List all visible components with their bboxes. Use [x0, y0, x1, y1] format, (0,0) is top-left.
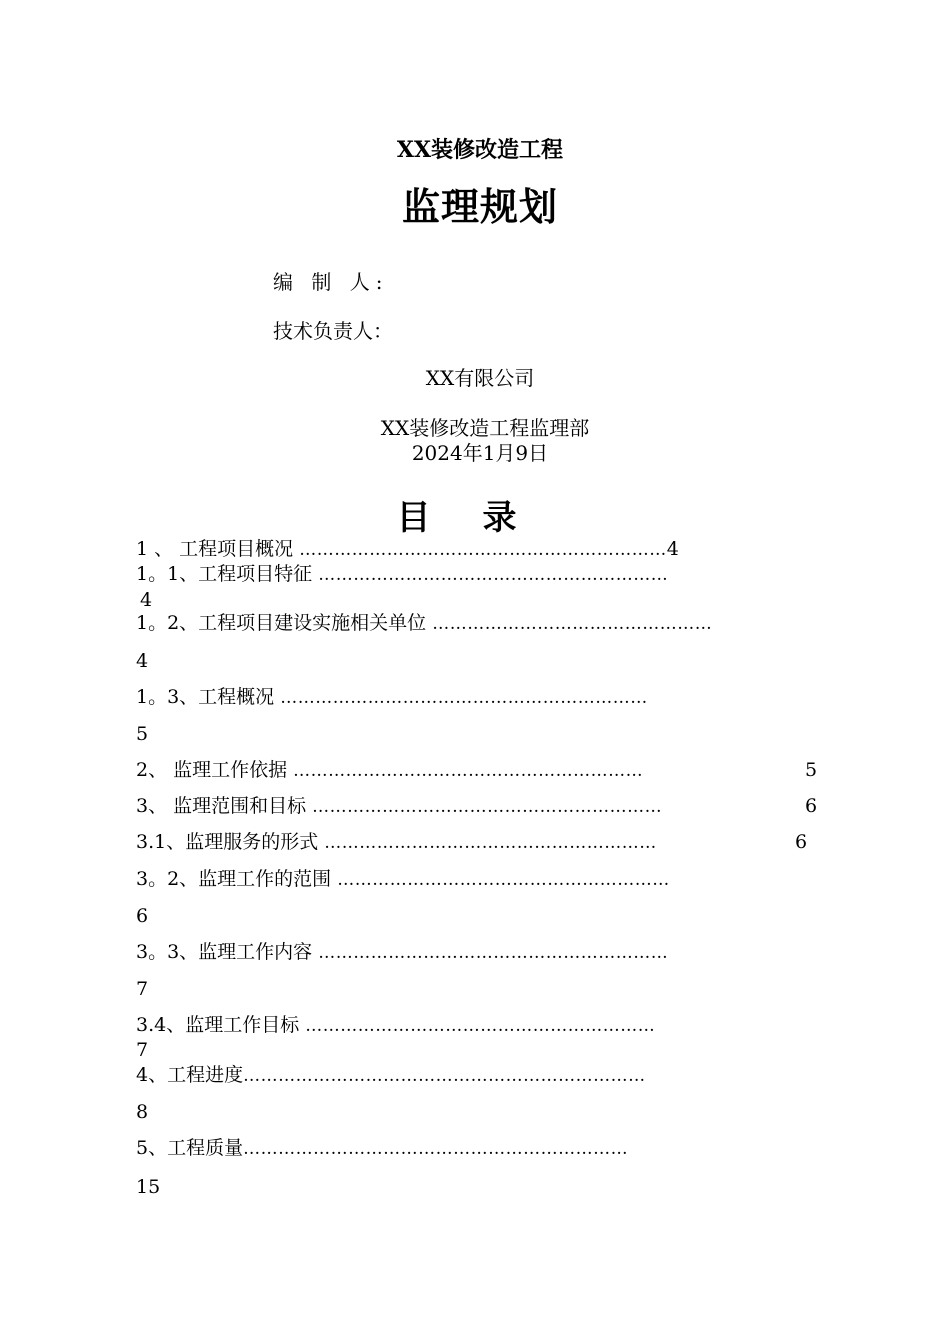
document-subtitle: XX装修改造工程 [396, 137, 564, 163]
toc-item-label: 3.4、监理工作目标 [136, 1014, 306, 1036]
toc-item[interactable] [136, 685, 648, 710]
toc-item-page: 4 [140, 589, 153, 611]
toc-item-page: 4 [666, 538, 679, 560]
toc-leader: ………………………………………… [432, 614, 713, 634]
tech-lead-label: 技术负责人： [273, 319, 393, 343]
toc-item[interactable] [136, 940, 668, 965]
toc-leader: …………………………………………………… [305, 1016, 656, 1036]
toc-item[interactable] [136, 867, 670, 892]
toc-item-label: 3。3、监理工作内容 [136, 941, 319, 963]
toc-item[interactable] [136, 830, 657, 855]
toc-item-page: 6 [795, 831, 808, 853]
toc-item-label: 1。2、工程项目建设实施相关单位 [136, 612, 433, 634]
toc-item-label: 1。3、工程概况 [136, 686, 281, 708]
document-date: 2024年1月9日 [411, 441, 549, 465]
toc-item-label: 3.1、监理服务的形式 [136, 831, 325, 853]
toc-item[interactable] [136, 562, 668, 587]
toc-item[interactable] [136, 1136, 628, 1161]
document-title: 监理规划 [401, 184, 558, 229]
toc-item[interactable] [136, 1063, 646, 1088]
toc-item-label: 3。2、监理工作的范围 [136, 868, 338, 890]
toc-item-label: 2、 监理工作依据 [136, 759, 294, 781]
toc-item-label: 1 、 工程项目概况 [136, 538, 300, 560]
toc-item[interactable] [136, 1013, 655, 1038]
toc-item-label: 5、工程质量 [136, 1137, 244, 1159]
toc-leader: …………………………………………………… [318, 565, 669, 585]
toc-leader: …………………………………………………… [293, 761, 644, 781]
toc-item[interactable] [136, 537, 679, 562]
compiler-label: 编 制 人: [273, 270, 389, 294]
toc-item-label: 4、工程进度 [136, 1064, 244, 1086]
toc-item[interactable] [136, 794, 662, 819]
toc-item[interactable] [136, 611, 712, 636]
toc-item-label: 3、 监理范围和目标 [136, 795, 313, 817]
toc-item-page: 5 [136, 723, 149, 745]
toc-item-page: 6 [805, 795, 818, 817]
toc-item-page: 8 [136, 1101, 149, 1123]
company-name: XX有限公司 [425, 366, 535, 390]
toc-leader: ……………………………………………………… [280, 688, 648, 708]
toc-leader: ………………………………………………… [337, 870, 670, 890]
toc-item-page: 4 [136, 650, 149, 672]
toc-item-label: 1。1、工程项目特征 [136, 563, 319, 585]
toc-item-page: 6 [136, 905, 149, 927]
toc-leader: ………………………………………………………… [243, 1139, 629, 1159]
toc-item-page: 5 [805, 759, 818, 781]
department-name: XX装修改造工程监理部 [380, 416, 590, 440]
toc-leader: ………………………………………………… [324, 833, 657, 853]
toc-item[interactable] [136, 758, 643, 783]
toc-leader: …………………………………………………………… [243, 1066, 646, 1086]
toc-leader: …………………………………………………… [318, 943, 669, 963]
toc-item-page: 7 [136, 978, 149, 1000]
toc-item-page: 15 [136, 1176, 161, 1198]
toc-item-page: 7 [136, 1039, 149, 1061]
toc-leader: ……………………………………………………… [299, 540, 667, 560]
toc-heading: 目录 [396, 498, 569, 538]
toc-leader: …………………………………………………… [312, 797, 663, 817]
